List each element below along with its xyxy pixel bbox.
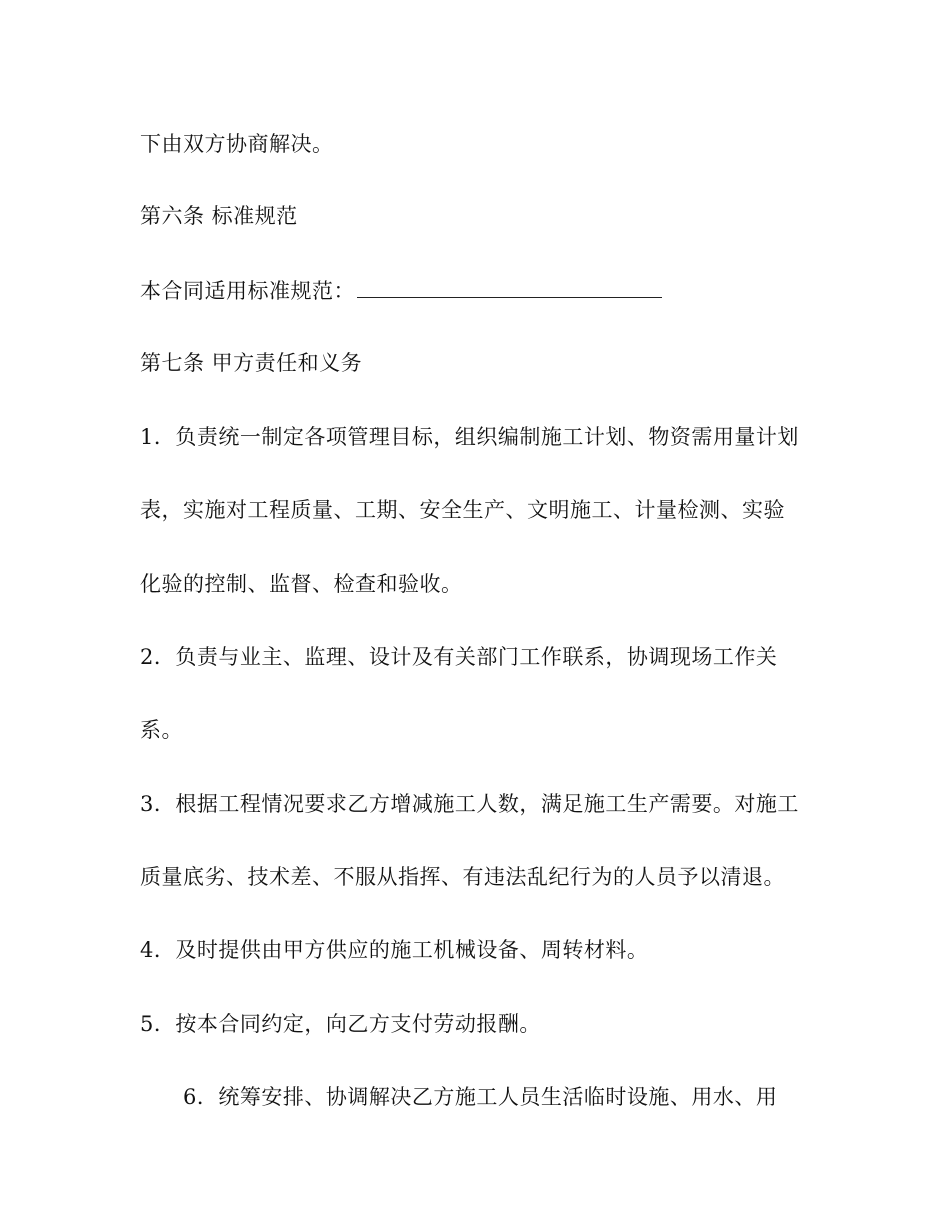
fill-in-blank: [357, 277, 662, 298]
paragraph-line: 系。: [140, 718, 183, 742]
paragraph-line: 2．负责与业主、监理、设计及有关部门工作联系，协调现场工作关: [140, 645, 778, 669]
standards-line: [140, 277, 662, 304]
article-heading: 第六条 标准规范: [140, 204, 298, 228]
paragraph-line: 3．根据工程情况要求乙方增减施工人数，满足施工生产需要。对施工: [140, 792, 799, 816]
paragraph-line: 5．按本合同约定，向乙方支付劳动报酬。: [140, 1012, 541, 1036]
paragraph-line: 6．统筹安排、协调解决乙方施工人员生活临时设施、用水、用: [183, 1085, 778, 1109]
paragraph-line: 下由双方协商解决。: [140, 132, 334, 156]
paragraph-line: 质量底劣、技术差、不服从指挥、有违法乱纪行为的人员予以清退。: [140, 865, 785, 889]
article-heading: 第七条 甲方责任和义务: [140, 351, 363, 375]
paragraph-line: 表，实施对工程质量、工期、安全生产、文明施工、计量检测、实验: [140, 498, 785, 522]
paragraph-line: 1．负责统一制定各项管理目标，组织编制施工计划、物资需用量计划: [140, 425, 799, 449]
paragraph-line: 化验的控制、监督、检查和验收。: [140, 572, 463, 596]
paragraph-line: 4．及时提供由甲方供应的施工机械设备、周转材料。: [140, 938, 649, 962]
standards-label: 本合同适用标准规范：: [140, 279, 355, 303]
